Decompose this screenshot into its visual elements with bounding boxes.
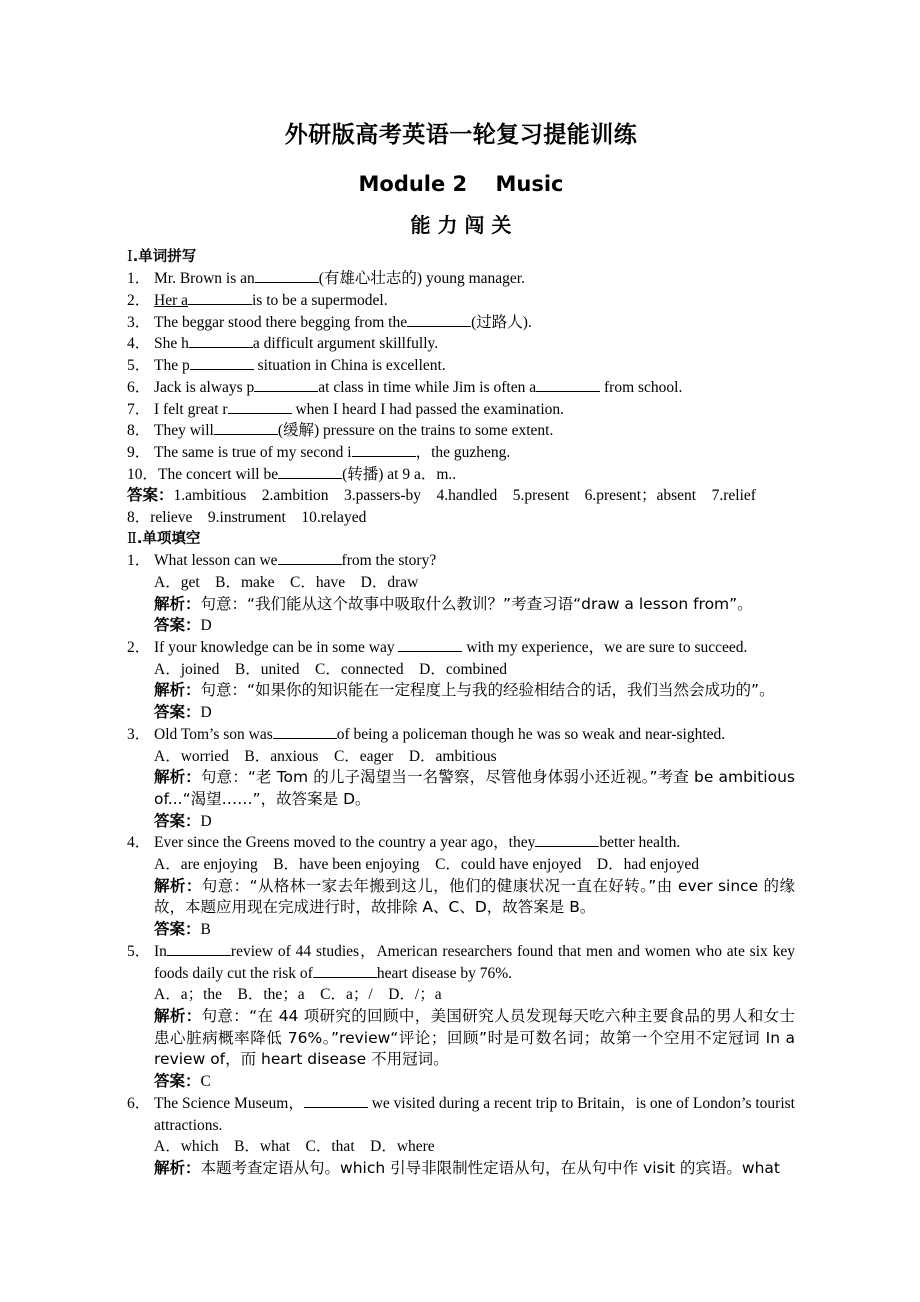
- section-banner: 能 力 闯 关: [410, 212, 512, 237]
- answer-value: D: [200, 812, 212, 830]
- fill-blank[interactable]: [189, 347, 253, 348]
- module-title: Module 2 Music: [358, 171, 564, 196]
- fill-blank[interactable]: [190, 369, 254, 370]
- item-number: 8．: [127, 422, 151, 440]
- fill-blank[interactable]: [255, 282, 319, 283]
- answer-label: 答案：: [154, 703, 201, 722]
- explanation-text: 句意：“老 Tom 的儿子渴望当一名警察，尽管他身体弱小还近视。”考查 be ambitious of...“渴望……”，故答案是 D。: [154, 768, 795, 808]
- stem-pre: What lesson can we: [154, 552, 278, 570]
- item-post: (过路人).: [471, 313, 532, 331]
- stem-post: better health.: [599, 834, 681, 852]
- part1-item-3: [127, 312, 795, 334]
- item-number: 9．: [127, 443, 151, 461]
- fill-blank[interactable]: [407, 326, 471, 327]
- part2-question-4-explanation: [127, 876, 795, 919]
- stem-post: of being a policeman though he was so weak and near-sighted.: [336, 725, 726, 743]
- answer-key-values: 1.ambitious 2.ambition 3.passers-by 4.handled 5.present 6.present；absent 7.relief: [173, 487, 756, 505]
- item-post: (有雄心壮志的) young manager.: [318, 270, 525, 288]
- fill-blank-2[interactable]: [536, 391, 600, 392]
- part1-answer-key-line-2: 8．relieve 9.instrument 10.relayed: [127, 509, 367, 527]
- part2-question-3-options[interactable]: A．worried B．anxious C．eager D．ambitious: [154, 747, 497, 765]
- item-pre: The p: [154, 357, 190, 375]
- answer-key-label: 答案：: [127, 486, 174, 505]
- item-post: ，the guzheng.: [415, 443, 511, 461]
- item-text: [158, 464, 795, 486]
- fill-blank[interactable]: [398, 651, 462, 652]
- item-post: is to be a supermodel.: [252, 291, 388, 309]
- question-number: 1．: [127, 552, 151, 570]
- question-text: [154, 1093, 795, 1136]
- question-text: [154, 832, 795, 854]
- question-number: 6．: [127, 1094, 151, 1112]
- answer-value: B: [200, 921, 211, 939]
- item-pre: The beggar stood there begging from the: [154, 313, 408, 331]
- part1-item-6: [127, 377, 795, 399]
- part-1-heading: [127, 247, 795, 269]
- fill-blank[interactable]: [167, 955, 231, 956]
- item-number: 3．: [127, 313, 151, 331]
- item-text: [154, 290, 795, 312]
- question-number: 5．: [127, 942, 151, 960]
- part2-question-4-answer: [127, 919, 795, 941]
- part2-question-2-stem: [127, 637, 795, 659]
- item-text: [154, 333, 795, 355]
- item-number: 10．: [127, 465, 159, 483]
- stem-pre: In: [154, 942, 167, 960]
- item-number: 6．: [127, 378, 151, 396]
- part2-question-2-options[interactable]: A．joined B．united C．connected D．combined: [154, 660, 507, 678]
- question-text: [154, 637, 795, 659]
- answer-label: 答案：: [154, 616, 201, 635]
- item-pre: Mr. Brown is an: [154, 270, 255, 288]
- part2-question-4-stem: [127, 832, 795, 854]
- item-pre: They will: [154, 422, 214, 440]
- fill-blank[interactable]: [535, 846, 599, 847]
- part2-question-3-answer: [127, 811, 795, 833]
- explanation-text: 句意：“如果你的知识能在一定程度上与我的经验相结合的话，我们当然会成功的”。: [200, 681, 775, 700]
- part2-question-6-explanation: [127, 1158, 795, 1180]
- item-number: 1．: [127, 270, 151, 288]
- explanation-text: 句意：“我们能从这个故事中吸取什么教训？”考查习语“draw a lesson from”。: [200, 594, 753, 613]
- stem-post: review of 44 studies，American researchers found that men and women who ate six key foods daily cut the risk of: [154, 942, 795, 982]
- item-number: 2．: [127, 291, 151, 309]
- part2-question-1-options[interactable]: A．get B．make C．have D．draw: [154, 573, 419, 591]
- explanation-text: 句意：“从格林一家去年搬到这儿，他们的健康状况一直在好转。”由 ever since 的缘故，本题应用现在完成进行时，故排除 A、C、D，故答案是 B。: [154, 876, 795, 917]
- stem-post-2: heart disease by 76%.: [376, 964, 513, 982]
- part1-item-8: [127, 420, 795, 442]
- question-number: 3．: [127, 725, 151, 743]
- part-2-heading: [127, 529, 795, 551]
- fill-blank[interactable]: [304, 1107, 368, 1108]
- part2-question-1-answer: [127, 615, 795, 637]
- item-pre: The same is true of my second i: [154, 443, 352, 461]
- item-text: [154, 420, 795, 442]
- item-post-2: from school.: [600, 378, 683, 396]
- part2-question-1-explanation: [127, 594, 795, 616]
- part1-item-9: [127, 442, 795, 464]
- answer-label: 答案：: [154, 811, 201, 830]
- item-post: situation in China is excellent.: [253, 357, 446, 375]
- part2-question-5-explanation: [127, 1006, 795, 1071]
- fill-blank[interactable]: [254, 391, 318, 392]
- question-text: [154, 941, 795, 984]
- part-2-label: .单项填空: [136, 530, 201, 547]
- fill-blank[interactable]: [278, 478, 342, 479]
- part1-item-2: [127, 290, 795, 312]
- answer-value: D: [200, 704, 212, 722]
- question-number: 4．: [127, 834, 151, 852]
- question-text: [154, 550, 795, 572]
- stem-post: we visited during a recent trip to Britain，is one of London’s tourist attractions.: [154, 1094, 795, 1134]
- part2-question-1-stem: [127, 550, 795, 572]
- item-pre: Jack is always p: [154, 378, 255, 396]
- item-text: [154, 312, 795, 334]
- explanation-label: 解析：: [154, 1158, 201, 1177]
- explanation-label: 解析：: [154, 876, 202, 895]
- part-2-roman: Ⅱ: [127, 530, 137, 547]
- item-text: [154, 355, 795, 377]
- part1-answer-key-line-1: [127, 485, 795, 507]
- item-pre: She h: [154, 335, 189, 353]
- part1-item-4: [127, 333, 795, 355]
- item-pre: Her a: [154, 291, 188, 309]
- item-pre: The concert will be: [158, 465, 279, 483]
- part2-question-3-explanation: [127, 767, 795, 810]
- item-post: at class in time while Jim is often a: [318, 378, 537, 396]
- part2-question-3-stem: [127, 724, 795, 746]
- item-post: (转播) at 9 a．m..: [342, 465, 457, 483]
- item-number: 4．: [127, 335, 151, 353]
- part2-question-4-options[interactable]: A．are enjoying B．have been enjoying C．could have enjoyed D．had enjoyed: [154, 856, 699, 874]
- item-text: [154, 377, 795, 399]
- fill-blank[interactable]: [214, 434, 278, 435]
- part1-item-5: [127, 355, 795, 377]
- question-text: [154, 724, 795, 746]
- item-text: [154, 268, 795, 290]
- question-number: 2．: [127, 639, 151, 657]
- item-number: 7．: [127, 400, 151, 418]
- part1-item-1: [127, 268, 795, 290]
- answer-value: C: [200, 1073, 211, 1091]
- fill-blank[interactable]: [273, 738, 337, 739]
- page-title: 外研版高考英语一轮复习提能训练: [284, 122, 638, 148]
- part-1-label: .单词拼写: [132, 248, 197, 265]
- item-post: when I heard I had passed the examination.: [291, 400, 565, 418]
- stem-pre: Ever since the Greens moved to the country a year ago，they: [154, 834, 536, 852]
- part2-question-5-options[interactable]: A．a；the B．the；a C．a；/ D．/；a: [154, 986, 442, 1004]
- fill-blank-2[interactable]: [313, 977, 377, 978]
- stem-post: from the story?: [341, 552, 437, 570]
- part2-question-6-stem: [127, 1093, 795, 1136]
- explanation-label: 解析：: [154, 1006, 202, 1025]
- part2-question-6-options[interactable]: A．which B．what C．that D．where: [154, 1138, 435, 1156]
- item-pre: I felt great r: [154, 400, 228, 418]
- answer-label: 答案：: [154, 920, 201, 939]
- answer-value: D: [200, 617, 212, 635]
- stem-pre: Old Tom’s son was: [154, 725, 273, 743]
- item-number: 5．: [127, 357, 151, 375]
- stem-pre: If your knowledge can be in some way: [154, 639, 399, 657]
- part1-item-10: [127, 464, 795, 486]
- fill-blank[interactable]: [278, 564, 342, 565]
- item-post: a difficult argument skillfully.: [252, 335, 439, 353]
- fill-blank[interactable]: [352, 456, 416, 457]
- fill-blank[interactable]: [228, 413, 292, 414]
- part2-question-5-answer: [127, 1071, 795, 1093]
- part-1-roman: Ⅰ: [127, 248, 133, 265]
- item-text: [154, 442, 795, 464]
- explanation-text: 本题考查定语从句。which 引导非限制性定语从句，在从句中作 visit 的宾语。what: [200, 1158, 780, 1177]
- part1-item-7: [127, 399, 795, 421]
- explanation-label: 解析：: [154, 681, 201, 700]
- answer-label: 答案：: [154, 1072, 201, 1091]
- explanation-label: 解析：: [154, 594, 201, 613]
- part2-question-2-answer: [127, 702, 795, 724]
- item-text: [154, 399, 795, 421]
- fill-blank[interactable]: [188, 304, 252, 305]
- part2-question-5-stem: [127, 941, 795, 984]
- item-post: (缓解) pressure on the trains to some extent.: [277, 422, 554, 440]
- stem-pre: The Science Museum，: [154, 1094, 304, 1112]
- explanation-text: 句意：“在 44 项研究的回顾中，美国研究人员发现每天吃六种主要食品的男人和女士患心脏病概率降低 76%。”review“评论；回顾”时是可数名词；故第一个空用不定冠词 In a review of，而 heart disease 不用冠词。: [154, 1006, 795, 1069]
- stem-post: with my experience，we are sure to succeed.: [462, 639, 748, 657]
- part2-question-2-explanation: [127, 680, 795, 702]
- explanation-label: 解析：: [154, 768, 201, 787]
